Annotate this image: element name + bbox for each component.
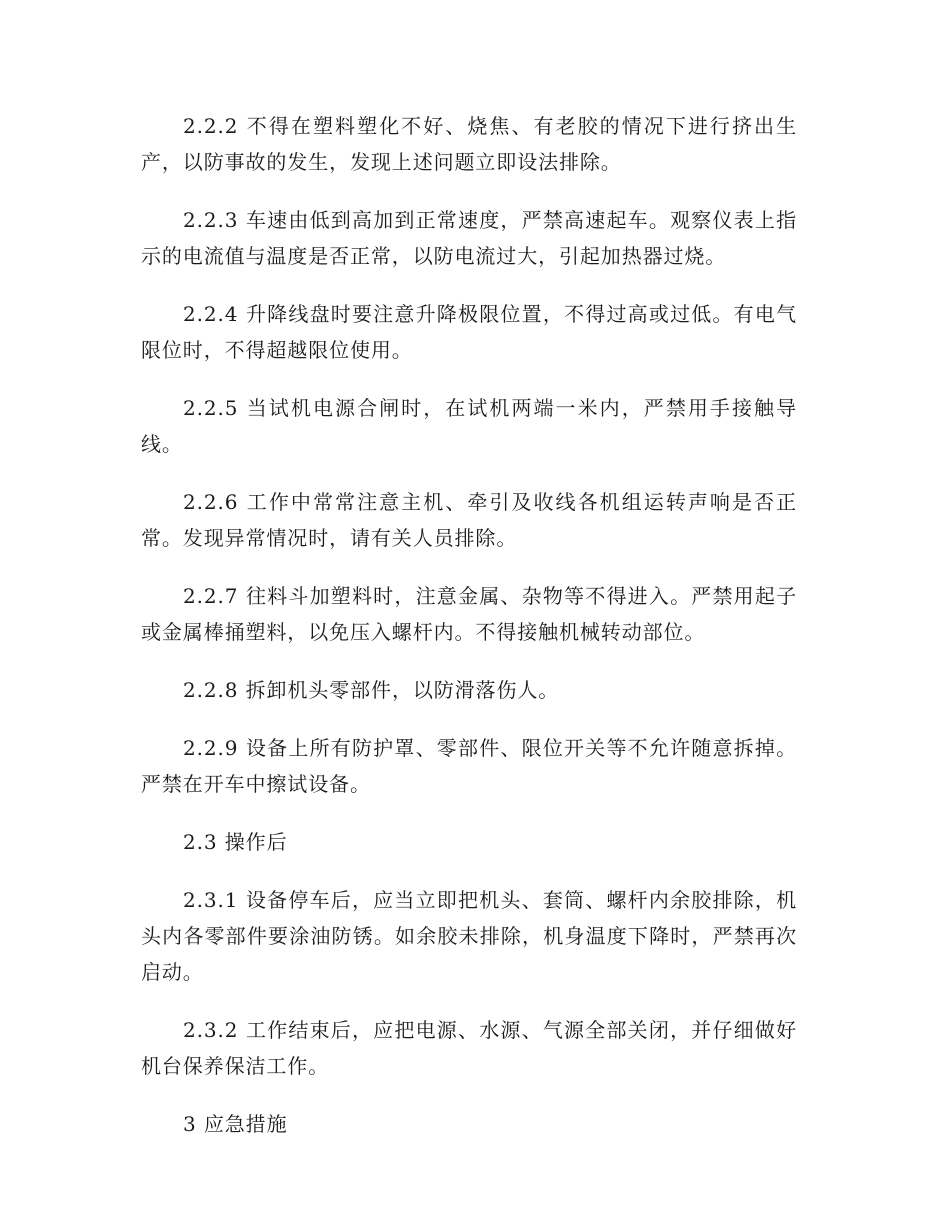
paragraph-2-2-3: 2.2.3 车速由低到高加到正常速度，严禁高速起车。观察仪表上指示的电流值与温度是否正常，以防电流过大，引起加热器过烧。 bbox=[141, 208, 797, 268]
paragraph-2-3-2: 2.3.2 工作结束后，应把电源、水源、气源全部关闭，并仔细做好机台保养保洁工作。 bbox=[141, 1018, 797, 1078]
paragraph-2-2-5: 2.2.5 当试机电源合闸时，在试机两端一米内，严禁用手接触导线。 bbox=[141, 396, 797, 456]
paragraph-2-2-7: 2.2.7 往料斗加塑料时，注意金属、杂物等不得进入。严禁用起子或金属棒捅塑料，以免压入螺杆内。不得接触机械转动部位。 bbox=[141, 584, 797, 644]
document-body bbox=[141, 108, 797, 1164]
paragraph-2-2-6: 2.2.6 工作中常常注意主机、牵引及收线各机组运转声响是否正常。发现异常情况时，请有关人员排除。 bbox=[141, 490, 797, 550]
paragraph-2-2-2: 2.2.2 不得在塑料塑化不好、烧焦、有老胶的情况下进行挤出生产，以防事故的发生，发现上述问题立即设法排除。 bbox=[141, 114, 797, 174]
paragraph-2-2-8: 2.2.8 拆卸机头零部件，以防滑落伤人。 bbox=[183, 678, 560, 702]
paragraph-2-3-1: 2.3.1 设备停车后，应当立即把机头、套筒、螺杆内余胶排除，机头内各零部件要涂油防锈。如余胶未排除，机身温度下降时，严禁再次启动。 bbox=[141, 888, 797, 984]
paragraph-2-2-4: 2.2.4 升降线盘时要注意升降极限位置，不得过高或过低。有电气限位时，不得超越限位使用。 bbox=[141, 302, 797, 362]
section-heading-2-3: 2.3 操作后 bbox=[183, 830, 288, 854]
paragraph-2-2-9: 2.2.9 设备上所有防护罩、零部件、限位开关等不允许随意拆掉。严禁在开车中擦试设备。 bbox=[141, 736, 797, 796]
section-heading-3: 3 应急措施 bbox=[183, 1112, 288, 1136]
